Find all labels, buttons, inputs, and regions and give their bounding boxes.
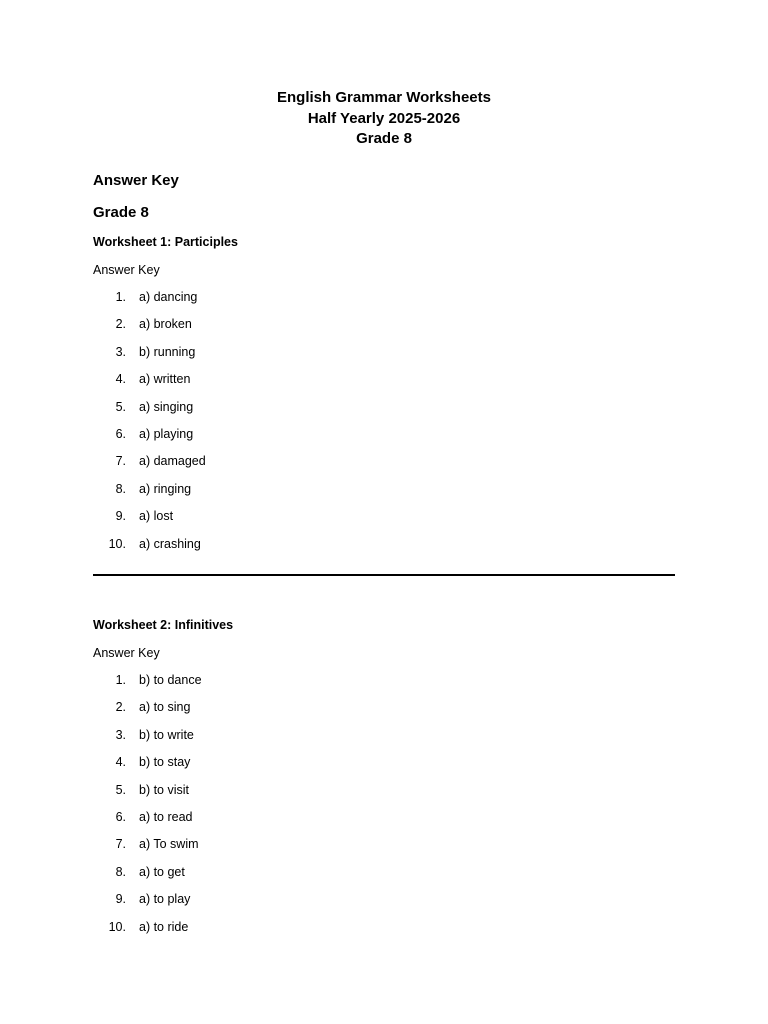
- grade-heading: Grade 8: [93, 204, 149, 221]
- section-divider: [93, 574, 675, 576]
- list-item: [0, 892, 768, 919]
- answer-number: 1.: [115, 290, 126, 304]
- worksheet-2-answer-list: [0, 673, 768, 947]
- list-item: [0, 482, 768, 509]
- answer-number: 3.: [115, 727, 126, 742]
- answer-number: 8.: [115, 481, 126, 496]
- header-term: Half Yearly 2025-2026: [307, 109, 461, 127]
- answer-number: 7.: [115, 837, 126, 852]
- answer-text: a) crashing: [139, 536, 201, 551]
- worksheet-2-answer-key-label: Answer Key: [93, 646, 160, 660]
- list-item: [0, 400, 768, 427]
- list-item: [0, 454, 768, 481]
- answer-text: b) to write: [139, 727, 194, 742]
- answer-number: 5.: [115, 399, 126, 414]
- answer-number: 9.: [115, 509, 126, 524]
- header-title: English Grammar Worksheets: [277, 89, 491, 106]
- list-item: [0, 427, 768, 454]
- answer-text: b) to visit: [139, 782, 190, 797]
- answer-text: a) playing: [139, 426, 194, 441]
- answer-text: a) written: [139, 372, 191, 387]
- answer-text: a) broken: [139, 317, 192, 332]
- list-item: [0, 837, 768, 864]
- answer-number: 4.: [115, 755, 126, 770]
- list-item: [0, 865, 768, 892]
- worksheet-1-answer-key-label: Answer Key: [93, 263, 160, 277]
- answer-text: a) ringing: [139, 481, 192, 496]
- list-item: [0, 372, 768, 399]
- answer-number: 10.: [108, 536, 126, 551]
- header-grade: Grade 8: [356, 130, 412, 147]
- answer-number: 2.: [115, 700, 126, 715]
- answer-text: a) to sing: [139, 700, 191, 715]
- list-item: [0, 509, 768, 536]
- list-item: [0, 700, 768, 727]
- worksheet-1-answer-list: [0, 290, 768, 564]
- list-item: [0, 345, 768, 372]
- list-item: [0, 317, 768, 344]
- worksheet-1-title: Worksheet 1: Participles: [93, 235, 238, 249]
- answer-text: a) dancing: [139, 290, 198, 304]
- answer-text: a) damaged: [139, 454, 206, 469]
- answer-text: b) to stay: [139, 755, 191, 770]
- answer-number: 5.: [115, 782, 126, 797]
- answer-key-heading: Answer Key: [93, 172, 179, 189]
- list-item: [0, 755, 768, 782]
- answer-number: 2.: [115, 317, 126, 332]
- list-item: [0, 810, 768, 837]
- list-item: [0, 537, 768, 564]
- list-item: [0, 673, 768, 700]
- answer-number: 9.: [115, 892, 126, 907]
- answer-number: 4.: [115, 372, 126, 387]
- worksheet-2-title: Worksheet 2: Infinitives: [93, 618, 234, 632]
- list-item: [0, 728, 768, 755]
- answer-text: a) to get: [139, 864, 185, 879]
- answer-text: a) lost: [139, 509, 174, 524]
- answer-text: a) To swim: [139, 837, 199, 852]
- answer-text: a) to read: [139, 809, 193, 824]
- answer-text: a) singing: [139, 399, 194, 414]
- answer-number: 10.: [108, 919, 126, 934]
- answer-number: 1.: [115, 673, 126, 687]
- answer-number: 6.: [115, 426, 126, 441]
- answer-text: b) to dance: [139, 673, 202, 687]
- answer-number: 3.: [115, 344, 126, 359]
- answer-text: b) running: [139, 344, 196, 359]
- list-item: [0, 920, 768, 947]
- answer-text: a) to ride: [139, 919, 189, 934]
- answer-number: 6.: [115, 809, 126, 824]
- list-item: [0, 290, 768, 317]
- document-header: [0, 88, 768, 150]
- answer-number: 7.: [115, 454, 126, 469]
- answer-number: 8.: [115, 864, 126, 879]
- list-item: [0, 783, 768, 810]
- answer-text: a) to play: [139, 892, 191, 907]
